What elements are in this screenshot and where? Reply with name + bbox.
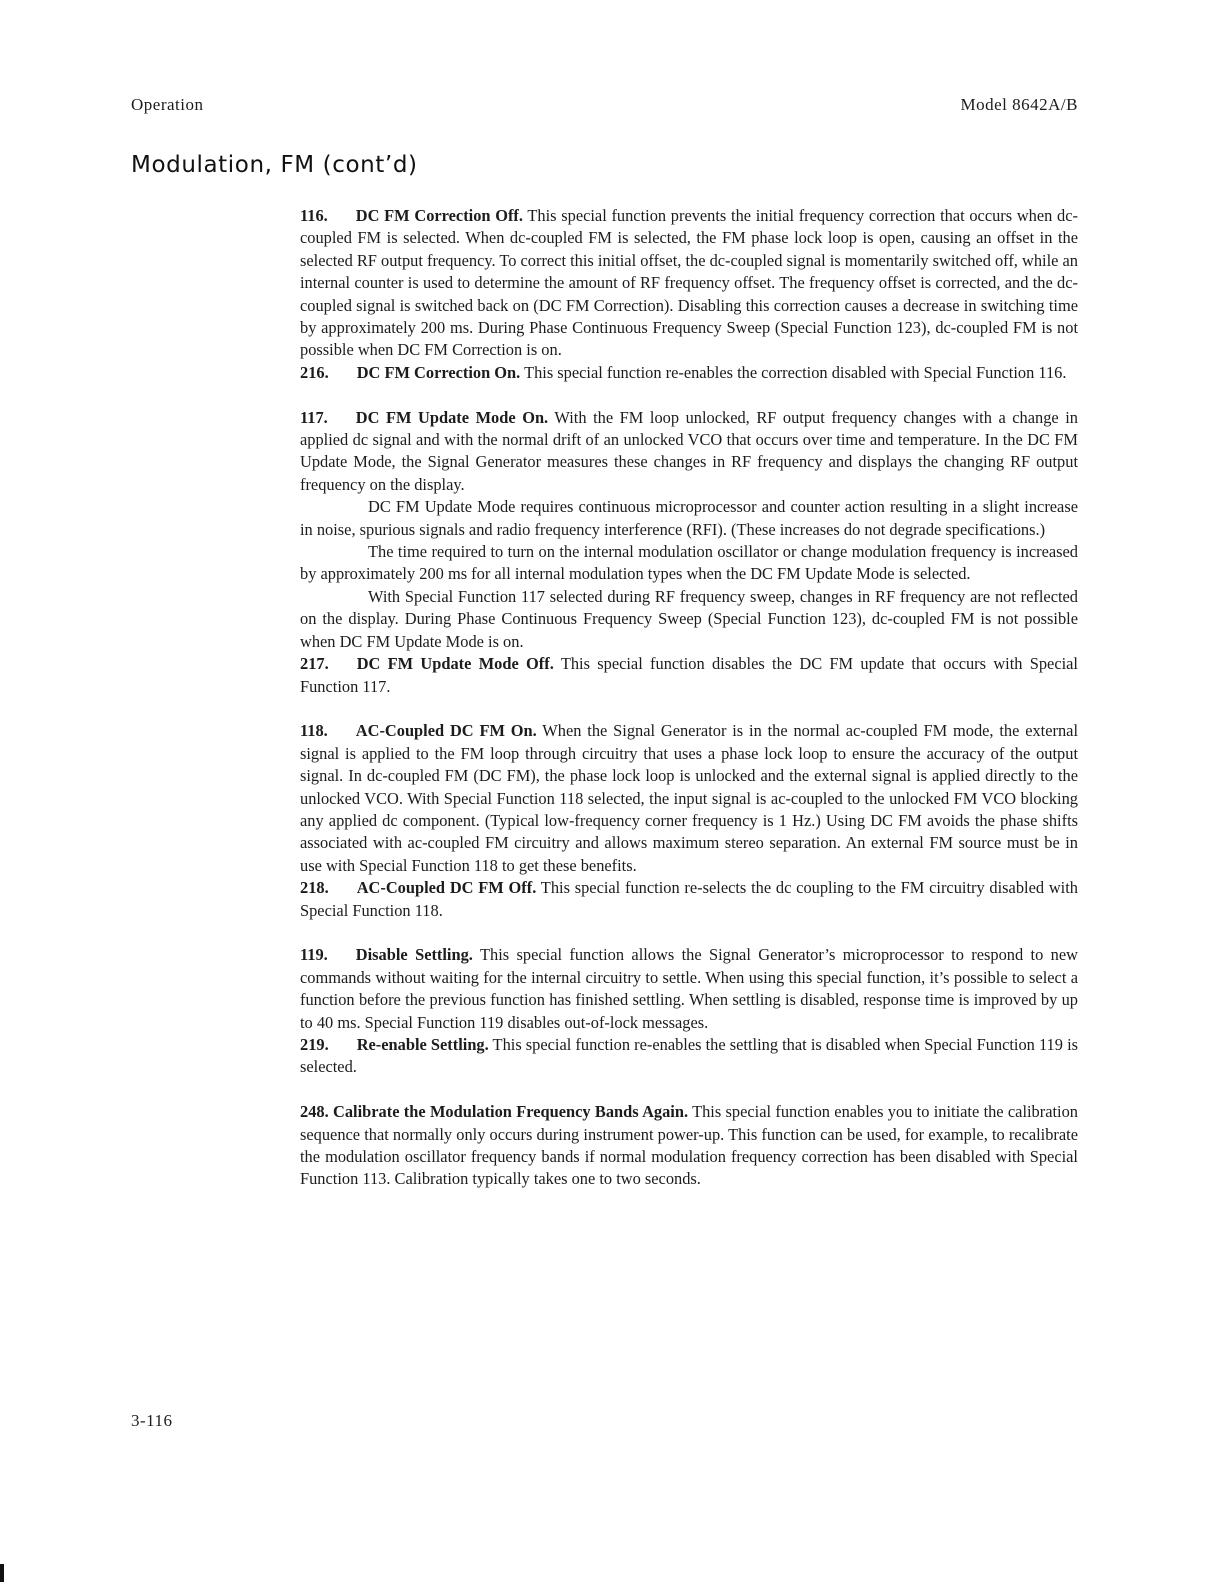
function-description: This special function disables the DC FM update that occurs with Special Function 117.: [300, 654, 1078, 696]
function-title: AC-Coupled DC FM Off.: [356, 878, 537, 898]
function-description: This special function enables you to initiate the calibration sequence that normally only occurs during instrument power-up. This function can be used, for example, to recalibrate the modulation oscillator frequency bands if normal modulation frequency correction has been disabled with Special Function 113. Calibration typically takes one to two seconds.: [300, 1102, 1078, 1189]
function-number: 116.: [300, 206, 328, 225]
content-body: [300, 205, 1078, 1191]
header-section-label: Operation: [131, 95, 204, 114]
function-title: Disable Settling.: [355, 945, 473, 965]
function-title: Calibrate the Modulation Frequency Bands Again.: [333, 1102, 689, 1122]
function-description: With the FM loop unlocked, RF output frequency changes with a change in applied dc signal and with the normal drift of an unlocked VCO that occurs over time and temperature. In the DC FM Update Mode, the Signal Generator measures these changes in RF frequency and displays the changing RF output frequency on the display.: [300, 407, 1078, 494]
paragraph-118: [300, 720, 1078, 877]
function-description: This special function re-selects the dc coupling to the FM circuitry disabled with Special Function 118.: [300, 878, 1078, 920]
function-number: 216.: [300, 362, 329, 382]
page-number: 3-116: [131, 1411, 173, 1430]
paragraph-248: [300, 1101, 1078, 1191]
paragraph-117-sweep-note: With Special Function 117 selected during RF frequency sweep, changes in RF frequency are not reflected on the display. During Phase Continuous Frequency Sweep (Special Function 123), dc-coupled FM is not possible when DC FM Update Mode is on.: [300, 586, 1078, 651]
function-title: DC FM Update Mode Off.: [356, 654, 554, 674]
function-title: DC FM Correction On.: [356, 362, 521, 382]
function-description: When the Signal Generator is in the normal ac-coupled FM mode, the external signal is applied to the FM loop through circuitry that uses a phase lock loop to ensure the accuracy of the output signal. In dc-coupled FM (DC FM), the phase lock loop is unlocked and the external signal is applied directly to the unlocked VCO. With Special Function 118 selected, the input signal is ac-coupled to the unlocked FM VCO blocking any applied dc component. (Typical low-frequency corner frequency is 1 Hz.) Using DC FM avoids the phase shifts associated with ac-coupled FM circuitry and allows maximum stereo separation. An external FM source must be in use with Special Function 118 to get these benefits.: [300, 721, 1078, 875]
function-title: DC FM Correction Off.: [355, 206, 523, 225]
paragraph-217: [300, 653, 1078, 698]
paragraph-117-update-mode-note: DC FM Update Mode requires continuous microprocessor and counter action resulting in a slight increase in noise, spurious signals and radio frequency interference (RFI). (These increases do not degrade specifications.): [300, 497, 1078, 539]
function-title: AC-Coupled DC FM On.: [355, 721, 537, 741]
paragraph-119: [300, 944, 1078, 1034]
paragraph-218: [300, 877, 1078, 922]
paragraph-216: [300, 362, 1078, 384]
header-model-label: Model 8642A/B: [960, 95, 1078, 114]
function-number: 119.: [300, 945, 328, 965]
paragraph-219: [300, 1034, 1078, 1079]
function-title: DC FM Update Mode On.: [355, 407, 549, 427]
function-number: 218.: [300, 878, 329, 898]
function-number: 217.: [300, 654, 329, 674]
section-117: [300, 407, 1078, 698]
function-description: This special function allows the Signal Generator’s microprocessor to respond to new commands without waiting for the internal circuitry to settle. When using this special function, it’s possible to select a function before the previous function has finished settling. When settling is disabled, response time is improved by up to 40 ms. Special Function 119 disables out-of-lock messages.: [300, 945, 1078, 1032]
section-116: [300, 205, 1078, 384]
function-number: 117.: [300, 407, 328, 427]
scan-edge-mark: [0, 1564, 4, 1582]
page-title: Modulation, FM (cont’d): [131, 152, 418, 178]
function-title: Re-enable Settling.: [356, 1034, 489, 1054]
function-number: 219.: [300, 1034, 329, 1054]
function-number: 248.: [300, 1102, 329, 1122]
section-118: [300, 720, 1078, 922]
function-number: 118.: [300, 721, 328, 741]
section-119: [300, 944, 1078, 1078]
function-description: This special function re-enables the correction disabled with Special Function 116.: [520, 362, 1067, 382]
paragraph-117-timing-note: The time required to turn on the internal modulation oscillator or change modulation frequency is increased by approximately 200 ms for all internal modulation types when the DC FM Update Mode is selected.: [300, 542, 1078, 584]
function-description: This special function re-enables the settling that is disabled when Special Function 119 is selected.: [300, 1034, 1078, 1077]
function-description: This special function prevents the initial frequency correction that occurs when dc-coupled FM is selected. When dc-coupled FM is selected, the FM phase lock loop is open, causing an offset in the selected RF output frequency. To correct this initial offset, the dc-coupled signal is momentarily switched off, while an internal counter is used to determine the amount of RF frequency offset. The frequency offset is corrected, and the dc-coupled signal is switched back on (DC FM Correction). Disabling this correction causes a decrease in switching time by approximately 200 ms. During Phase Continuous Frequency Sweep (Special Function 123), dc-coupled FM is not possible when DC FM Correction is on.: [300, 206, 1078, 360]
paragraph-116: [300, 205, 1078, 362]
paragraph-117: [300, 407, 1078, 497]
section-248: [300, 1101, 1078, 1191]
